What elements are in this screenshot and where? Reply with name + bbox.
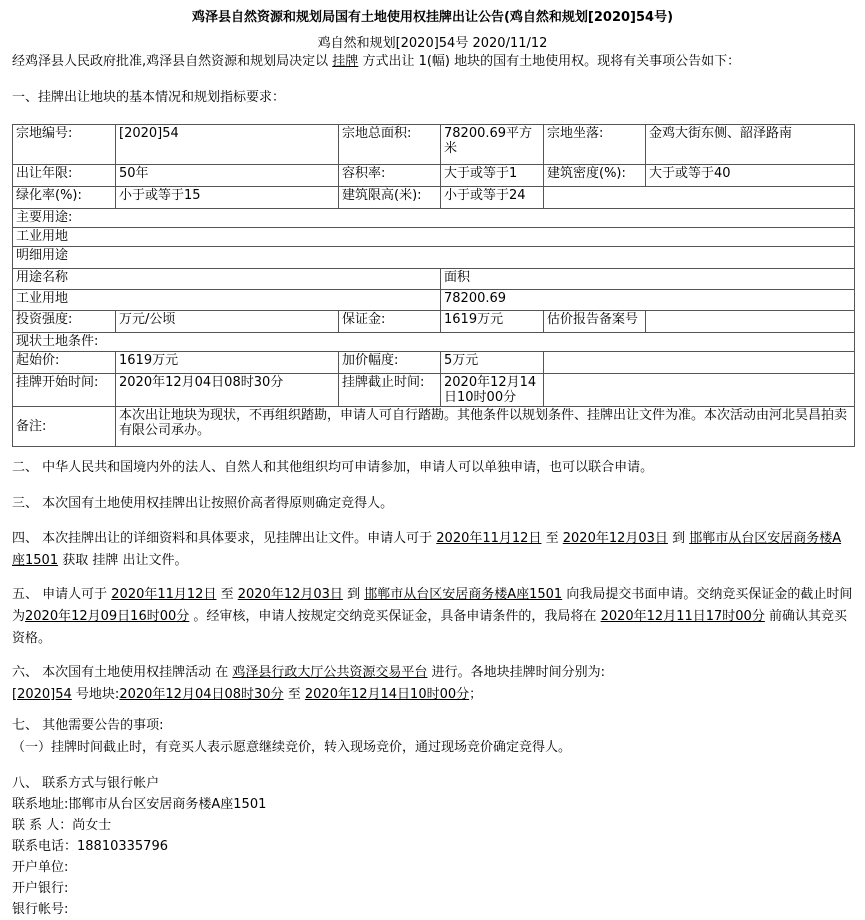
density-value: 大于或等于40 [646,165,855,187]
table-row [13,407,855,447]
section4-text: 四、 本次挂牌出让的详细资料和具体要求，见挂牌出让文件。申请人可于 [12,531,433,546]
table-row [13,125,855,165]
empty-cell [544,187,855,209]
contact-person [12,816,111,836]
parcel-info-table [12,124,855,447]
empty-cell [544,352,855,374]
section5-text: 向我局提交书面申请。交纳竞买保证金的截止时间为 [12,587,853,624]
section-4 [12,528,854,572]
green-value: 小于或等于15 [116,187,339,209]
section6-text: 至 [287,687,301,702]
term-label: 出让年限: [13,165,116,187]
section5-text: 至 [220,587,234,602]
section-3: 三、 本次国有土地使用权挂牌出让按照价高者得原则确定竞得人。 [12,496,394,511]
table-row [13,247,855,269]
table-row [13,165,855,187]
listing-end-time: 2020年12月14日10时00分 [304,687,470,702]
deposit-label: 保证金: [339,311,441,333]
table-row [13,311,855,333]
contact-value: 尚女士 [72,818,112,833]
increment-value: 5万元 [441,352,544,374]
section4-text: 获取 挂牌 出让文件。 [62,553,188,568]
detail-use-label: 明细用途 [13,247,855,269]
page-title: 鸡泽县自然资源和规划局国有土地使用权挂牌出让公告(鸡自然和规划[2020]54号) [191,10,674,25]
table-row [13,352,855,374]
area-label: 宗地总面积: [339,125,441,165]
start-price-value: 1619万元 [116,352,339,374]
listing-end-label: 挂牌截止时间: [339,374,441,407]
section-6 [12,662,854,706]
height-label: 建筑限高(米): [339,187,441,209]
remarks-label: 备注: [13,407,116,447]
address-label: 联系地址: [12,797,69,812]
table-row [13,290,855,311]
location-value: 金鸡大街东侧、韶泽路南 [646,125,855,165]
address-value: 邯郸市从台区安居商务楼A座1501 [68,797,267,812]
intro-text-end: 方式出让 1(幅) 地块的国有土地使用权。现将有关事项公告如下： [362,54,741,69]
section6-text: 号地块: [75,687,120,702]
section4-text: 到 [672,531,686,546]
table-row [13,333,855,352]
document-subtitle [0,32,865,51]
listing-start-label: 挂牌开始时间: [13,374,116,407]
section4-place: 邯郸市从台区安居商务楼A座1501 [12,531,842,568]
deposit-value: 1619万元 [441,311,544,333]
invest-label: 投资强度: [13,311,116,333]
intro-paragraph [12,52,740,72]
section6-text: 进行。各地块挂牌时间分别为: [431,665,605,680]
contact-phone [12,837,168,857]
contact-address [12,795,266,815]
far-value: 大于或等于1 [441,165,544,187]
transfer-method: 挂牌 [332,54,359,69]
section5-place: 邯郸市从台区安居商务楼A座1501 [364,587,563,602]
area-value: 78200.69平方米 [441,125,544,165]
main-use-label: 主要用途: [13,209,855,228]
section4-date-start: 2020年11月12日 [436,531,542,546]
trading-platform: 鸡泽县行政大厅公共资源交易平台 [232,665,428,680]
section5-date-end: 2020年12月03日 [237,587,343,602]
parcel-number: [2020]54 [12,687,72,702]
table-row [13,269,855,290]
section4-text: 至 [545,531,559,546]
contact-label: 联 系 人： [12,818,73,833]
remarks-value: 本次出让地块为现状，不再组织踏勘，申请人可自行踏勘。其他条件以规划条件、挂牌出让文件为准。本次活动由河北昊昌拍卖有限公司承办。 [116,407,855,447]
start-price-label: 起始价: [13,352,116,374]
location-label: 宗地坐落: [544,125,646,165]
section5-date-start: 2020年11月12日 [111,587,217,602]
phone-label: 联系电话： [12,839,78,854]
detail-area-header: 面积 [441,269,855,290]
section1-heading: 一、挂牌出让地块的基本情况和规划指标要求： [12,90,286,105]
listing-start-value: 2020年12月04日08时30分 [116,374,339,407]
parcel-no-value: [2020]54 [116,125,339,165]
appraisal-value [646,311,855,333]
invest-value: 万元/公顷 [116,311,339,333]
section5-text: 。经审核，申请人按规定交纳竞买保证金，具备申请条件的，我局将在 [193,609,597,624]
increment-label: 加价幅度: [339,352,441,374]
appraisal-label: 估价报告备案号 [544,311,646,333]
use-name-header: 用途名称 [13,269,441,290]
use-name-value: 工业用地 [13,290,441,311]
section4-date-end: 2020年12月03日 [562,531,668,546]
section-2: 二、 中华人民共和国境内外的法人、自然人和其他组织均可申请参加，申请人可以单独申请，也可以联合申请。 [12,460,654,475]
qualification-confirm-date: 2020年12月11日17时00分 [600,609,765,624]
green-label: 绿化率(%): [13,187,116,209]
detail-area-value: 78200.69 [441,290,855,311]
table-row [13,209,855,228]
table-row [13,374,855,407]
account-unit: 开户单位: [12,860,69,875]
section6-text: 六、 本次国有土地使用权挂牌活动 在 [12,665,229,680]
section5-text: 五、 申请人可于 [12,587,108,602]
section-7-item: （一）挂牌时间截止时，有竞买人表示愿意继续竞价，转入现场竞价，通过现场竞价确定竞得人。 [12,740,572,755]
section5-text: 到 [347,587,361,602]
doc-number: 鸡自然和规划[2020]54号 [317,36,469,51]
far-label: 容积率: [339,165,441,187]
section-8-heading: 八、 联系方式与银行帐户 [12,776,160,791]
intro-text: 经鸡泽县人民政府批准,鸡泽县自然资源和规划局决定以 [12,54,329,69]
phone-value: 18810335796 [77,839,168,854]
bank-name: 开户银行: [12,881,69,896]
empty-cell [544,374,855,407]
density-label: 建筑密度(%): [544,165,646,187]
publish-date: 2020/11/12 [472,36,548,51]
term-value: 50年 [116,165,339,187]
account-number: 银行帐号: [12,902,69,917]
status-label: 现状土地条件: [13,333,855,352]
height-value: 小于或等于24 [441,187,544,209]
parcel-no-label: 宗地编号: [13,125,116,165]
section-5 [12,584,854,650]
listing-start-time: 2020年12月04日08时30分 [119,687,284,702]
listing-end-value: 2020年12月14日10时00分 [441,374,544,407]
section5-text: 前确认其竞买资格。 [12,609,847,646]
section6-text: ； [469,687,483,702]
main-use-value: 工业用地 [13,228,855,247]
table-row [13,228,855,247]
section-7-heading: 七、 其他需要公告的事项: [12,718,164,733]
deposit-deadline: 2020年12月09日16时00分 [25,609,190,624]
table-row [13,187,855,209]
